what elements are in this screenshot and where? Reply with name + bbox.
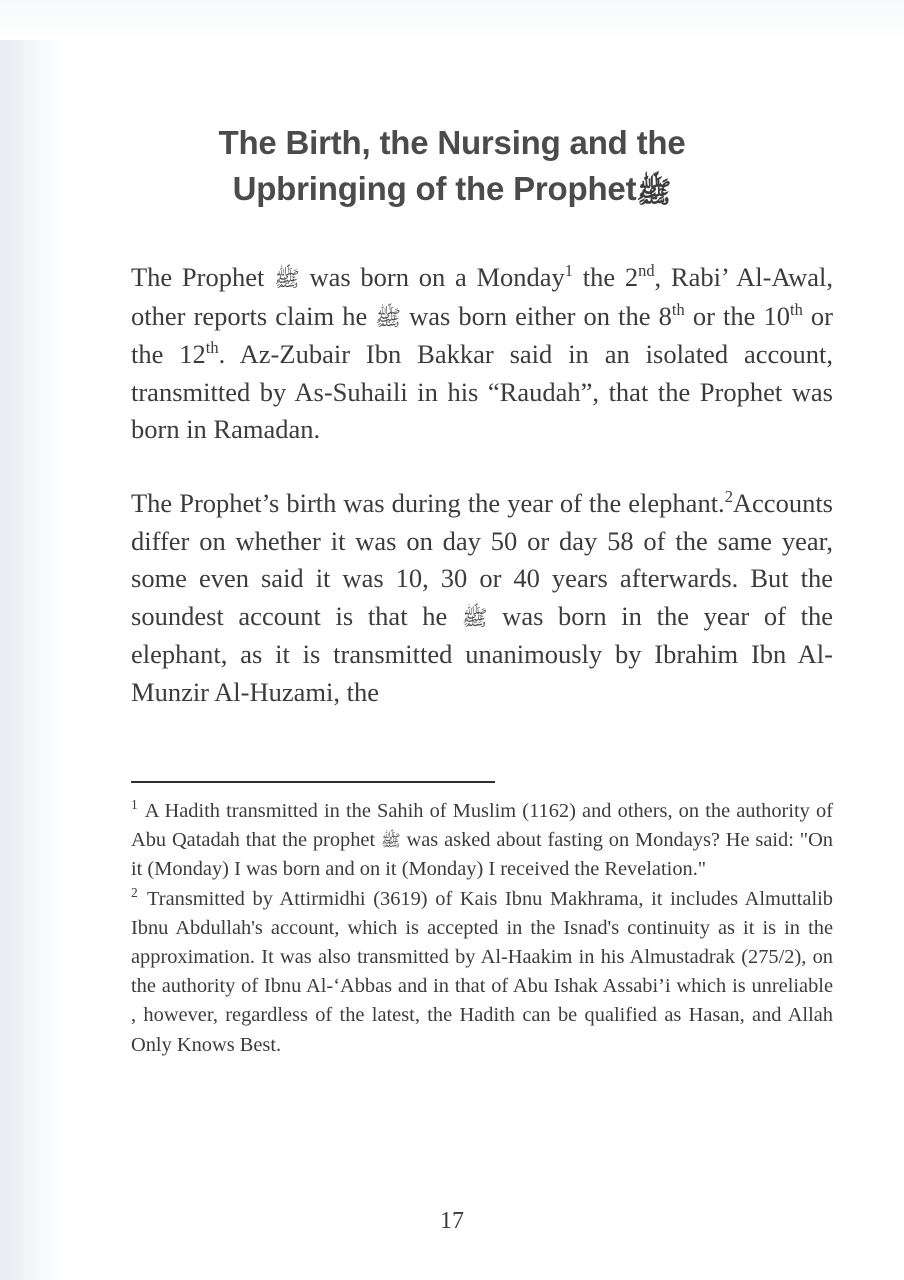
salawat-icon: ﷺ	[274, 266, 300, 291]
par1-run-7: or the 12	[131, 300, 833, 370]
par2-run-3: was born in the year of the elephant, as it is transmitted unanimously by Ibrahim Ibn Al-Munzir Al-Huzami, the	[131, 600, 833, 707]
salawat-icon: ﷺ	[375, 304, 401, 330]
body-text	[131, 259, 833, 712]
salawat-icon: ﷺ	[380, 831, 401, 851]
footnote-2-marker: 2	[131, 884, 138, 900]
ordinal-suffix-th-10: th	[790, 299, 803, 319]
ordinal-suffix-th-8: th	[671, 299, 685, 319]
par1-run-6: or the 10	[684, 300, 791, 331]
par2-run-1: The Prophet’s birth was during the year of the elephant.	[131, 487, 725, 518]
page-title-line-1: The Birth, the Nursing and the	[218, 124, 686, 162]
page-title	[120, 120, 784, 215]
footnote-1-marker: 1	[131, 797, 138, 813]
footnote-2-run-1: Transmitted by Attirmidhi (3619) of Kais Ibnu Makhrama, it includes Almuttalib Ibnu Abdullah's account, which is accepted in the Isnad's continuity as it is in the approximation. It was also transmitted by Al-Haakim in his Almustadrak (275/2), on the authority of Ibnu Al-‘Abbas and in that of Abu Ishak Assabi’i which is unreliable , however, regardless of the latest, the Hadith can be qualified as Hasan, and Allah Only Knows Best.	[131, 887, 833, 1056]
par1-run-5: was born either on the 8	[400, 300, 672, 331]
par1-run-2: was born on a Monday	[299, 262, 565, 292]
paragraph-2	[131, 485, 833, 712]
footnote-ref-1[interactable]: 1	[564, 261, 574, 281]
par1-run-8: . Az-Zubair Ibn Bakkar said in an isolated account, transmitted by As-Suhaili in his “Raudah”, that the Prophet was born in Ramadan.	[131, 339, 834, 445]
footnote-1-run-2: was asked about fasting on Mondays? He said: "On it (Monday) I was born and on it (Monday) I received the Revelation."	[131, 829, 833, 881]
ordinal-suffix-th-12: th	[205, 338, 219, 358]
par2-run-2: Accounts differ on whether it was on day 50 or day 58 of the same year, some even said it was 10, 30 or 40 years afterwards. But the soundest account is that he	[131, 487, 833, 631]
footnote-1-run-1: A Hadith transmitted in the Sahih of Muslim (1162) and others, on the authority of Abu Qatadah that the prophet	[131, 800, 833, 852]
footnote-ref-2[interactable]: 2	[724, 487, 733, 507]
footnote-2	[131, 885, 833, 1060]
paragraph-1	[131, 259, 833, 449]
salawat-icon: ﷺ	[636, 175, 672, 210]
salawat-icon: ﷺ	[461, 604, 488, 630]
par1-run-4: , Rabi’ Al-Awal, other reports claim he	[131, 262, 834, 331]
footnote-separator-rule	[131, 781, 495, 783]
par1-run-1: The Prophet	[131, 262, 275, 292]
page-number: 17	[440, 1208, 464, 1234]
par1-run-3: the 2	[573, 262, 639, 292]
footnote-area	[131, 797, 833, 1060]
ordinal-suffix-nd: nd	[638, 261, 655, 281]
footnote-1	[131, 797, 833, 885]
page-title-line-2: Upbringing of the Prophet	[232, 170, 637, 208]
